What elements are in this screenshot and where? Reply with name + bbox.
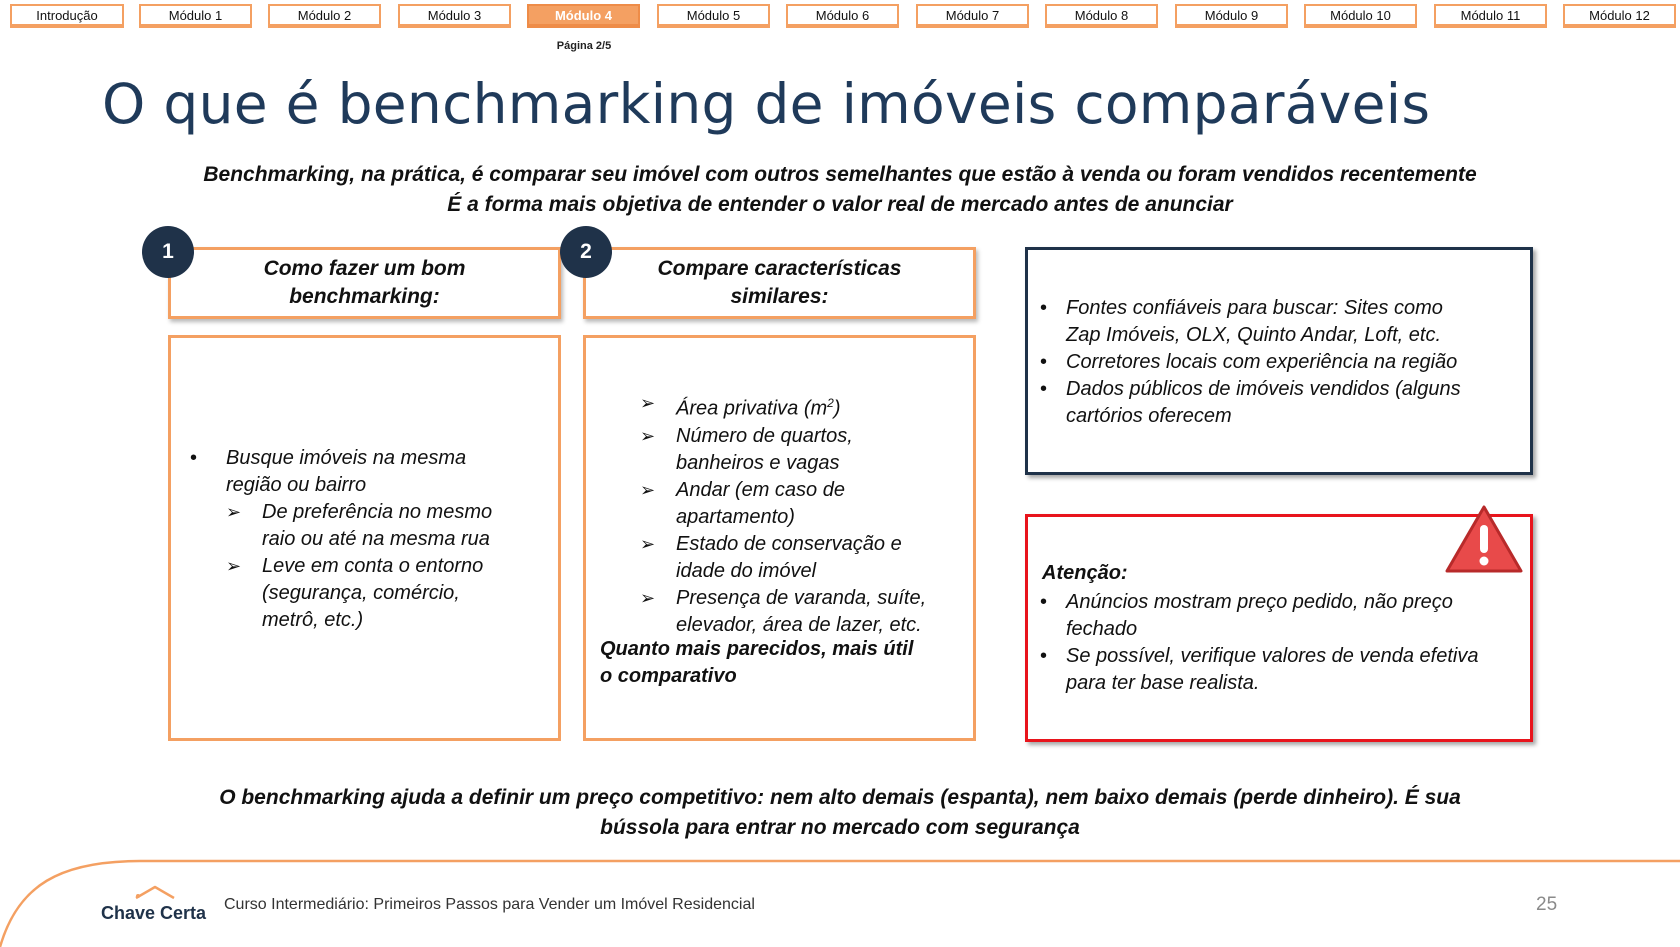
warning-triangle-icon <box>1443 503 1525 577</box>
nav-modulo-8[interactable]: Módulo 8 <box>1045 4 1158 28</box>
step-2-item-1-end: ) <box>833 397 841 420</box>
list-item <box>1066 589 1478 643</box>
house-roof-logo-icon <box>132 884 178 902</box>
nav-modulo-12[interactable]: Módulo 12 <box>1563 4 1676 28</box>
step-2-item-4-line-1: Estado de conservação e <box>676 532 902 555</box>
step-2-conclusion <box>600 636 913 690</box>
sources-item-1-line-1: Fontes confiáveis para buscar: Sites como <box>1066 297 1443 319</box>
step-1-sub2-line-2: (segurança, comércio, <box>262 582 460 604</box>
list-item <box>262 553 492 634</box>
step-2-item-5-line-2: elevador, área de lazer, etc. <box>676 613 922 636</box>
step-2-number-badge: 2 <box>560 226 612 278</box>
step-2-conclusion-line-1: Quanto mais parecidos, mais útil <box>600 638 914 660</box>
warning-heading: Atenção: <box>1042 562 1128 584</box>
step-2-conclusion-line-2: o comparativo <box>600 665 737 687</box>
sources-item-3-line-1: Dados públicos de imóveis vendidos (alguns <box>1066 378 1461 400</box>
brand-logo-text: Chave Certa <box>101 903 207 923</box>
list-item <box>676 585 926 639</box>
closing-line-2: bússola para entrar no mercado com segurança <box>600 816 1080 839</box>
list-item <box>1066 295 1461 349</box>
step-2-item-1: Área privativa (m <box>676 397 828 420</box>
list-item <box>676 477 926 531</box>
list-item <box>1066 643 1478 697</box>
list-item <box>262 499 492 553</box>
step-2-content-box <box>583 335 976 741</box>
step-2-heading-line-2: similares: <box>730 285 829 308</box>
step-2-item-5-line-1: Presença de varanda, suíte, <box>676 586 927 609</box>
step-2-item-3-line-1: Andar (em caso de <box>676 478 845 501</box>
list-item <box>676 531 926 585</box>
step-1-bullet-line-2: região ou bairro <box>226 474 367 496</box>
nav-modulo-6[interactable]: Módulo 6 <box>786 4 899 28</box>
step-1-heading-line-2: benchmarking: <box>289 285 440 308</box>
subtitle-line-2: É a forma mais objetiva de entender o valor real de mercado antes de anunciar <box>447 193 1233 216</box>
nav-modulo-9[interactable]: Módulo 9 <box>1175 4 1288 28</box>
nav-modulo-5[interactable]: Módulo 5 <box>657 4 770 28</box>
step-1-sub2-line-1: Leve em conta o entorno <box>262 555 484 577</box>
page-number: 25 <box>1536 894 1558 915</box>
step-1-heading-line-1: Como fazer um bom <box>263 257 466 280</box>
nav-modulo-1[interactable]: Módulo 1 <box>139 4 252 28</box>
nav-modulo-10[interactable]: Módulo 10 <box>1304 4 1417 28</box>
step-1-content-box <box>168 335 561 741</box>
closing-line-1: O benchmarking ajuda a definir um preço competitivo: nem alto demais (espanta), nem baixo demais (perde dinheiro). É sua <box>219 786 1461 809</box>
step-1-sub2-line-3: metrô, etc.) <box>262 609 364 631</box>
step-1-list <box>226 445 466 499</box>
step-2-header <box>583 247 976 319</box>
nav-introducao[interactable]: Introdução <box>10 4 124 28</box>
footer-course-title: Curso Intermediário: Primeiros Passos para Vender um Imóvel Residencial <box>224 896 755 913</box>
step-2-item-3-line-2: apartamento) <box>676 505 795 528</box>
nav-modulo-4[interactable]: Módulo 4 <box>527 4 640 28</box>
nav-modulo-11[interactable]: Módulo 11 <box>1434 4 1547 28</box>
step-2-list <box>676 390 926 639</box>
list-item <box>1066 349 1461 376</box>
list-item <box>676 390 926 423</box>
nav-modulo-3[interactable]: Módulo 3 <box>398 4 511 28</box>
warning-item-2-line-2: para ter base realista. <box>1066 672 1260 694</box>
sources-box <box>1025 247 1533 475</box>
page-indicator: Página 2/5 <box>556 40 612 52</box>
nav-modulo-2[interactable]: Módulo 2 <box>268 4 381 28</box>
step-2-item-2-line-1: Número de quartos, <box>676 424 853 447</box>
step-1-sub1-line-2: raio ou até na mesma rua <box>262 528 490 550</box>
step-2-item-4-line-2: idade do imóvel <box>676 559 817 582</box>
step-2-item-2-line-2: banheiros e vagas <box>676 451 840 474</box>
step-1-sublist <box>262 499 492 634</box>
warning-item-1-line-2: fechado <box>1066 618 1138 640</box>
step-1-number-badge: 1 <box>142 226 194 278</box>
step-2-item-1-superscript: 2 <box>827 396 834 410</box>
sources-list <box>1066 295 1461 430</box>
page-title: O que é benchmarking de imóveis comparáveis <box>102 72 1431 136</box>
module-nav <box>0 0 1680 36</box>
warning-list <box>1066 589 1478 697</box>
warning-item-2-line-1: Se possível, verifique valores de venda efetiva <box>1066 645 1479 667</box>
step-1-sub1-line-1: De preferência no mesmo <box>262 501 493 523</box>
sources-item-2-line-1: Corretores locais com experiência na região <box>1066 351 1458 373</box>
sources-item-1-line-2: Zap Imóveis, OLX, Quinto Andar, Loft, etc. <box>1066 324 1441 346</box>
list-item <box>676 423 926 477</box>
warning-item-1-line-1: Anúncios mostram preço pedido, não preço <box>1066 591 1453 613</box>
step-1-header <box>168 247 561 319</box>
step-1-bullet-line-1: Busque imóveis na mesma <box>226 447 467 469</box>
nav-modulo-7[interactable]: Módulo 7 <box>916 4 1029 28</box>
subtitle-line-1: Benchmarking, na prática, é comparar seu imóvel com outros semelhantes que estão à venda ou foram vendidos recentemente <box>203 163 1477 186</box>
step-2-heading-line-1: Compare características <box>657 257 902 280</box>
list-item <box>1066 376 1461 430</box>
list-item <box>226 445 466 499</box>
sources-item-3-line-2: cartórios oferecem <box>1066 405 1232 427</box>
